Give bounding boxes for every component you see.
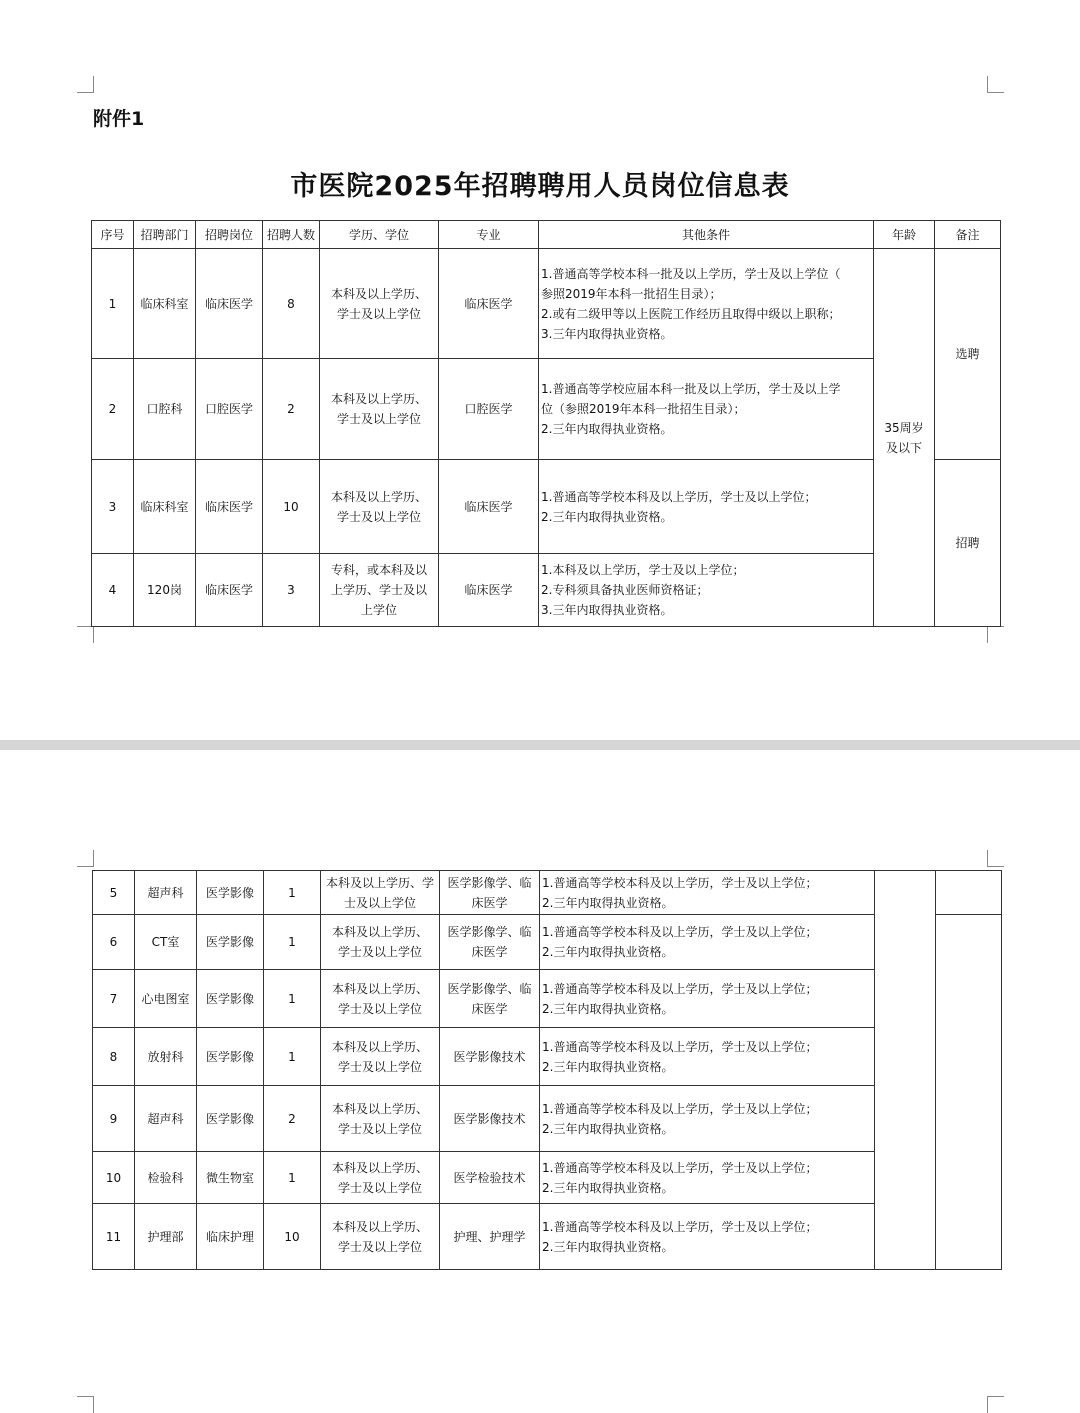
text-line: 医学检验技术 <box>453 1170 526 1185</box>
cell-dept: 放射科 <box>135 1028 197 1086</box>
text-line: 2.或有二级甲等以上医院工作经历且取得中级以上职称； <box>541 306 841 321</box>
cell-major <box>440 970 540 1028</box>
cell-no: 8 <box>93 1028 135 1086</box>
text-line: 1.普通高等学校本科一批及以上学历，学士及以上学位（ <box>541 266 841 281</box>
cell-conditions <box>540 915 875 970</box>
cell-conditions <box>539 460 874 554</box>
cell-education <box>321 970 440 1028</box>
cell-dept: 口腔科 <box>134 359 196 460</box>
cell-dept: 心电图室 <box>135 970 197 1028</box>
header-cell: 招聘人数 <box>263 221 320 249</box>
table-row <box>92 249 1001 359</box>
page-corner-mark <box>987 76 1004 93</box>
cell-education <box>321 1086 440 1152</box>
cell-dept: 超声科 <box>135 871 197 915</box>
text-line: 1.普通高等学校本科及以上学历，学士及以上学位； <box>542 1039 818 1054</box>
cell-age-empty <box>875 871 936 1270</box>
cell-post: 医学影像 <box>197 871 264 915</box>
text-line: 临床医学 <box>464 583 513 597</box>
text-line: 2.三年内取得执业资格。 <box>541 422 673 436</box>
text-line: 学士及以上学位 <box>337 1121 422 1136</box>
cell-education <box>321 915 440 970</box>
cell-education <box>320 554 439 627</box>
cell-dept: CT室 <box>135 915 197 970</box>
text-line: 床医学 <box>471 1001 508 1016</box>
cell-major <box>440 871 540 915</box>
table-row <box>93 1028 1002 1086</box>
page-corner-mark <box>987 626 1004 643</box>
text-line: 位（参照2019年本科一批招生目录）； <box>541 402 746 416</box>
table-row <box>93 1086 1002 1152</box>
header-cell: 招聘部门 <box>134 221 196 249</box>
text-line: 1.普通高等学校本科及以上学历，学士及以上学位； <box>542 1219 818 1234</box>
cell-major <box>439 554 539 627</box>
text-line: 1.普通高等学校本科及以上学历，学士及以上学位； <box>542 981 818 996</box>
table-row <box>93 1204 1002 1270</box>
table-row <box>93 970 1002 1028</box>
table-row <box>93 1152 1002 1204</box>
cell-count: 1 <box>264 1152 321 1204</box>
text-line: 1.普通高等学校本科及以上学历，学士及以上学位； <box>541 489 817 504</box>
text-line: 1.普通高等学校本科及以上学历，学士及以上学位； <box>542 1101 818 1116</box>
cell-count: 2 <box>264 1086 321 1152</box>
cell-dept: 超声科 <box>135 1086 197 1152</box>
cell-post: 微生物室 <box>197 1152 264 1204</box>
cell-no: 5 <box>93 871 135 915</box>
page-corner-mark <box>77 850 94 867</box>
text-line: 本科及以上学历、 <box>330 392 427 406</box>
text-line: 医学影像学、临 <box>447 981 532 996</box>
cell-dept: 检验科 <box>135 1152 197 1204</box>
cell-remark: 招聘 <box>935 460 1001 627</box>
page-corner-mark <box>77 1396 94 1413</box>
text-line: 本科及以上学历、 <box>331 1101 428 1116</box>
cell-education <box>320 359 439 460</box>
cell-post: 临床医学 <box>196 460 263 554</box>
cell-count: 10 <box>264 1204 321 1270</box>
age-text: 35周岁及以下 <box>884 420 924 455</box>
cell-count: 10 <box>263 460 320 554</box>
text-line: 学士及以上学位 <box>337 945 422 959</box>
cell-post: 医学影像 <box>197 970 264 1028</box>
cell-major <box>440 1086 540 1152</box>
text-line: 学士及以上学位 <box>336 306 421 321</box>
text-line: 本科及以上学历、 <box>331 1160 428 1175</box>
cell-no: 10 <box>93 1152 135 1204</box>
cell-remark-empty <box>936 915 1002 1270</box>
cell-remark-empty <box>936 871 1002 915</box>
text-line: 2.三年内取得执业资格。 <box>541 509 673 524</box>
cell-conditions <box>539 554 874 627</box>
text-line: 1.普通高等学校本科及以上学历，学士及以上学位； <box>542 875 818 890</box>
text-line: 临床医学 <box>464 499 513 514</box>
text-line: 上学位 <box>360 603 397 617</box>
text-line: 床医学 <box>471 895 508 910</box>
text-line: 2.三年内取得执业资格。 <box>542 1121 674 1136</box>
cell-count: 1 <box>264 871 321 915</box>
text-line: 1.普通高等学校应届本科一批及以上学历，学士及以上学 <box>541 382 841 396</box>
page-corner-mark <box>987 1396 1004 1413</box>
cell-count: 1 <box>264 1028 321 1086</box>
text-line: 学士及以上学位 <box>336 412 421 426</box>
cell-conditions <box>540 970 875 1028</box>
text-line: 3.三年内取得执业资格。 <box>541 326 673 341</box>
cell-no: 7 <box>93 970 135 1028</box>
text-line: 本科及以上学历、 <box>330 489 427 504</box>
text-line: 士及以上学位 <box>343 895 416 910</box>
page-title: 市医院2025年招聘聘用人员岗位信息表 <box>290 171 790 202</box>
text-line: 2.三年内取得执业资格。 <box>542 1239 674 1254</box>
attachment-label: 附件1 <box>93 108 145 130</box>
cell-count: 2 <box>263 359 320 460</box>
text-line: 学士及以上学位 <box>337 1180 422 1195</box>
text-line: 床医学 <box>471 945 508 959</box>
cell-post: 医学影像 <box>197 1028 264 1086</box>
text-line: 本科及以上学历、学 <box>325 875 434 890</box>
table-row <box>92 554 1001 627</box>
cell-no: 6 <box>93 915 135 970</box>
job-info-table-page-2 <box>92 870 1002 1270</box>
text-line: 本科及以上学历、 <box>331 981 428 996</box>
text-line: 上学历、学士及以 <box>330 583 427 597</box>
text-line: 学士及以上学位 <box>337 1059 422 1074</box>
cell-post: 口腔医学 <box>196 359 263 460</box>
table-row <box>93 871 1002 915</box>
cell-no: 1 <box>92 249 134 359</box>
cell-major <box>440 915 540 970</box>
text-line: 专科，或本科及以 <box>330 563 427 577</box>
text-line: 本科及以上学历、 <box>330 286 427 301</box>
cell-age <box>874 249 935 627</box>
cell-dept: 临床科室 <box>134 460 196 554</box>
cell-education <box>321 1152 440 1204</box>
cell-post: 临床医学 <box>196 554 263 627</box>
text-line: 医学影像技术 <box>453 1049 526 1064</box>
text-line: 2.专科须具备执业医师资格证； <box>541 583 709 597</box>
cell-conditions <box>540 871 875 915</box>
cell-dept: 120岗 <box>134 554 196 627</box>
cell-conditions <box>540 1028 875 1086</box>
header-cell: 序号 <box>92 221 134 249</box>
cell-education <box>321 871 440 915</box>
cell-count: 1 <box>264 915 321 970</box>
cell-dept: 临床科室 <box>134 249 196 359</box>
text-line: 参照2019年本科一批招生目录）； <box>541 286 722 301</box>
cell-major <box>439 359 539 460</box>
text-line: 学士及以上学位 <box>337 1239 422 1254</box>
text-line: 2.三年内取得执业资格。 <box>542 895 674 910</box>
cell-count: 1 <box>264 970 321 1028</box>
page-separator <box>0 740 1080 750</box>
cell-major <box>440 1028 540 1086</box>
cell-post: 临床医学 <box>196 249 263 359</box>
table-row <box>92 359 1001 460</box>
text-line: 医学影像技术 <box>453 1111 526 1126</box>
table-header-row <box>92 221 1001 249</box>
cell-count: 8 <box>263 249 320 359</box>
text-line: 1.本科及以上学历，学士及以上学位； <box>541 563 745 577</box>
text-line: 本科及以上学历、 <box>331 925 428 939</box>
text-line: 本科及以上学历、 <box>331 1039 428 1054</box>
text-line: 护理、护理学 <box>453 1229 526 1244</box>
cell-no: 9 <box>93 1086 135 1152</box>
header-cell: 学历、学位 <box>320 221 439 249</box>
cell-dept: 护理部 <box>135 1204 197 1270</box>
cell-post: 医学影像 <box>197 1086 264 1152</box>
cell-education <box>320 249 439 359</box>
header-cell: 招聘岗位 <box>196 221 263 249</box>
cell-no: 11 <box>93 1204 135 1270</box>
text-line: 学士及以上学位 <box>336 509 421 524</box>
header-cell: 专业 <box>439 221 539 249</box>
text-line: 本科及以上学历、 <box>331 1219 428 1234</box>
page-corner-mark <box>987 850 1004 867</box>
cell-major <box>439 249 539 359</box>
text-line: 2.三年内取得执业资格。 <box>542 1180 674 1195</box>
cell-post: 医学影像 <box>197 915 264 970</box>
page-corner-mark <box>77 76 94 93</box>
text-line: 2.三年内取得执业资格。 <box>542 1001 674 1016</box>
cell-education <box>321 1204 440 1270</box>
text-line: 2.三年内取得执业资格。 <box>542 945 674 959</box>
text-line: 医学影像学、临 <box>447 925 532 939</box>
table-row <box>93 915 1002 970</box>
job-info-table-page-1 <box>91 220 1001 627</box>
text-line: 临床医学 <box>464 296 513 311</box>
cell-conditions <box>540 1152 875 1204</box>
cell-education <box>321 1028 440 1086</box>
text-line: 3.三年内取得执业资格。 <box>541 603 673 617</box>
header-cell: 备注 <box>935 221 1001 249</box>
text-line: 学士及以上学位 <box>337 1001 422 1016</box>
cell-major <box>440 1152 540 1204</box>
header-cell: 年龄 <box>874 221 935 249</box>
text-line: 1.普通高等学校本科及以上学历，学士及以上学位； <box>542 1160 818 1175</box>
cell-no: 3 <box>92 460 134 554</box>
cell-major <box>439 460 539 554</box>
cell-conditions <box>540 1086 875 1152</box>
cell-conditions <box>539 249 874 359</box>
cell-no: 4 <box>92 554 134 627</box>
text-line: 口腔医学 <box>464 402 513 416</box>
page-corner-mark <box>77 626 94 643</box>
cell-conditions <box>539 359 874 460</box>
text-line: 2.三年内取得执业资格。 <box>542 1059 674 1074</box>
cell-count: 3 <box>263 554 320 627</box>
text-line: 医学影像学、临 <box>447 875 532 890</box>
table-row <box>92 460 1001 554</box>
cell-remark: 选聘 <box>935 249 1001 460</box>
cell-post: 临床护理 <box>197 1204 264 1270</box>
cell-education <box>320 460 439 554</box>
cell-no: 2 <box>92 359 134 460</box>
header-cell: 其他条件 <box>539 221 874 249</box>
text-line: 1.普通高等学校本科及以上学历，学士及以上学位； <box>542 925 818 939</box>
cell-major <box>440 1204 540 1270</box>
cell-conditions <box>540 1204 875 1270</box>
